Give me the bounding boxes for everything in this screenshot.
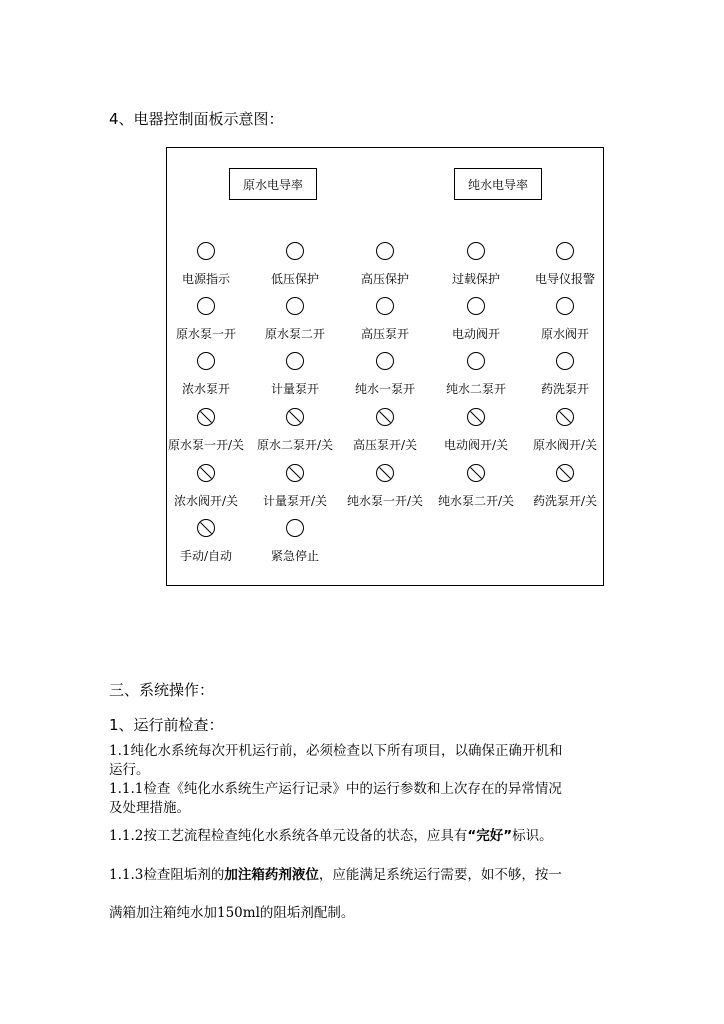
- panel-indicator: [251, 518, 339, 574]
- panel-label: 浓水阀开/关: [173, 494, 239, 508]
- indicator-lamp-icon: [555, 351, 575, 371]
- system-operation-heading: 三、系统操作：: [109, 681, 215, 699]
- panel-switch[interactable]: [432, 463, 520, 519]
- panel-label: 过载保护: [451, 272, 500, 286]
- panel-switch[interactable]: [162, 518, 250, 574]
- indicator-lamp-icon: [375, 241, 395, 261]
- panel-label: 电导仪报警: [534, 272, 595, 286]
- pure-water-conductivity-meter: 纯水电导率: [454, 168, 542, 200]
- panel-label: 浓水泵开: [181, 382, 230, 396]
- panel-label: 纯水一泵开: [354, 382, 415, 396]
- panel-section-heading: 4、电器控制面板示意图：: [109, 110, 284, 128]
- paragraph-line: 及处理措施。: [109, 800, 190, 816]
- panel-label: 低压保护: [270, 272, 319, 286]
- pre-run-check-heading: 1、运行前检查：: [109, 716, 224, 734]
- panel-switch[interactable]: [251, 407, 339, 463]
- panel-label: 原水二泵开/关: [256, 438, 334, 452]
- panel-indicator: [521, 296, 609, 352]
- panel-label: 原水阀开/关: [532, 438, 598, 452]
- panel-indicator: [341, 296, 429, 352]
- panel-label: 电动阀开/关: [443, 438, 509, 452]
- panel-switch[interactable]: [162, 407, 250, 463]
- indicator-lamp-icon: [196, 296, 216, 316]
- panel-label: 药洗泵开/关: [532, 494, 598, 508]
- switch-knob-icon: [285, 407, 305, 427]
- panel-indicator: [341, 351, 429, 407]
- indicator-lamp-icon: [196, 241, 216, 261]
- paragraph-line: 1.1.1检查《纯化水系统生产运行记录》中的运行参数和上次存在的异常情况: [109, 781, 562, 797]
- paragraph-1-1-3-continued: 满箱加注箱纯水加150ml的阻垢剂配制。: [109, 905, 355, 921]
- switch-knob-icon: [555, 463, 575, 483]
- indicator-lamp-icon: [466, 296, 486, 316]
- paragraph-text: 标识。: [512, 828, 553, 844]
- panel-switch[interactable]: [162, 463, 250, 519]
- panel-label: 原水泵二开: [264, 327, 325, 341]
- indicator-lamp-icon: [555, 241, 575, 261]
- panel-label: 原水泵一开: [175, 327, 236, 341]
- switch-knob-icon: [466, 463, 486, 483]
- paragraph-text: 1.1.2按工艺流程检查纯化水系统各单元设备的状态，应具有: [109, 828, 468, 844]
- paragraph-1-1-3: [109, 866, 629, 885]
- paragraph-line: 1.1纯化水系统每次开机运行前，必须检查以下所有项目，以确保正确开机和: [109, 743, 563, 759]
- panel-switch[interactable]: [521, 463, 609, 519]
- panel-label: 电源指示: [181, 272, 230, 286]
- panel-indicator: [251, 241, 339, 297]
- raw-water-conductivity-meter: 原水电导率: [229, 168, 317, 200]
- indicator-lamp-icon: [285, 518, 305, 538]
- panel-indicator: [162, 241, 250, 297]
- paragraph-1-1-1: [109, 780, 629, 818]
- panel-label: 手动/自动: [179, 549, 233, 563]
- panel-label: 电动阀开: [451, 327, 500, 341]
- panel-label: 计量泵开/关: [262, 494, 328, 508]
- panel-indicator: [341, 241, 429, 297]
- panel-label: 计量泵开: [270, 382, 319, 396]
- paragraph-1-1-2: [109, 827, 629, 846]
- indicator-lamp-icon: [466, 351, 486, 371]
- indicator-lamp-icon: [285, 241, 305, 261]
- panel-indicator: [162, 351, 250, 407]
- panel-indicator: [432, 241, 520, 297]
- panel-indicator: [521, 241, 609, 297]
- panel-switch[interactable]: [432, 407, 520, 463]
- panel-label: 纯水二泵开: [445, 382, 506, 396]
- indicator-lamp-icon: [466, 241, 486, 261]
- indicator-lamp-icon: [285, 351, 305, 371]
- paragraph-text: ，应能满足系统运行需要，如不够，按一: [318, 867, 562, 883]
- emphasis-text: “完好”: [467, 828, 513, 844]
- panel-label: 药洗泵开: [540, 382, 589, 396]
- panel-indicator: [432, 296, 520, 352]
- panel-label: 高压泵开: [360, 327, 409, 341]
- panel-indicator: [251, 296, 339, 352]
- panel-indicator: [521, 351, 609, 407]
- paragraph-text: 1.1.3检查阻垢剂的: [109, 867, 225, 883]
- control-panel-diagram: [166, 147, 604, 586]
- panel-label: 高压泵开/关: [352, 438, 418, 452]
- switch-knob-icon: [196, 407, 216, 427]
- switch-knob-icon: [196, 463, 216, 483]
- panel-switch[interactable]: [341, 407, 429, 463]
- panel-label: 纯水泵一开/关: [346, 494, 424, 508]
- panel-label: 高压保护: [360, 272, 409, 286]
- indicator-lamp-icon: [196, 351, 216, 371]
- switch-knob-icon: [375, 463, 395, 483]
- switch-knob-icon: [196, 518, 216, 538]
- paragraph-line: 运行。: [109, 762, 150, 778]
- indicator-lamp-icon: [375, 296, 395, 316]
- panel-indicator: [251, 351, 339, 407]
- panel-switch[interactable]: [251, 463, 339, 519]
- panel-label: 紧急停止: [270, 549, 319, 563]
- indicator-lamp-icon: [555, 296, 575, 316]
- indicator-lamp-icon: [375, 351, 395, 371]
- panel-label: 原水泵一开/关: [167, 438, 245, 452]
- panel-indicator: [432, 351, 520, 407]
- switch-knob-icon: [285, 463, 305, 483]
- panel-switch[interactable]: [521, 407, 609, 463]
- switch-knob-icon: [375, 407, 395, 427]
- panel-label: 原水阀开: [540, 327, 589, 341]
- switch-knob-icon: [555, 407, 575, 427]
- panel-switch[interactable]: [341, 463, 429, 519]
- switch-knob-icon: [466, 407, 486, 427]
- emphasis-text: 加注箱药剂液位: [224, 867, 319, 883]
- indicator-lamp-icon: [285, 296, 305, 316]
- panel-indicator: [162, 296, 250, 352]
- panel-label: 纯水泵二开/关: [437, 494, 515, 508]
- paragraph-1-1: [109, 742, 629, 780]
